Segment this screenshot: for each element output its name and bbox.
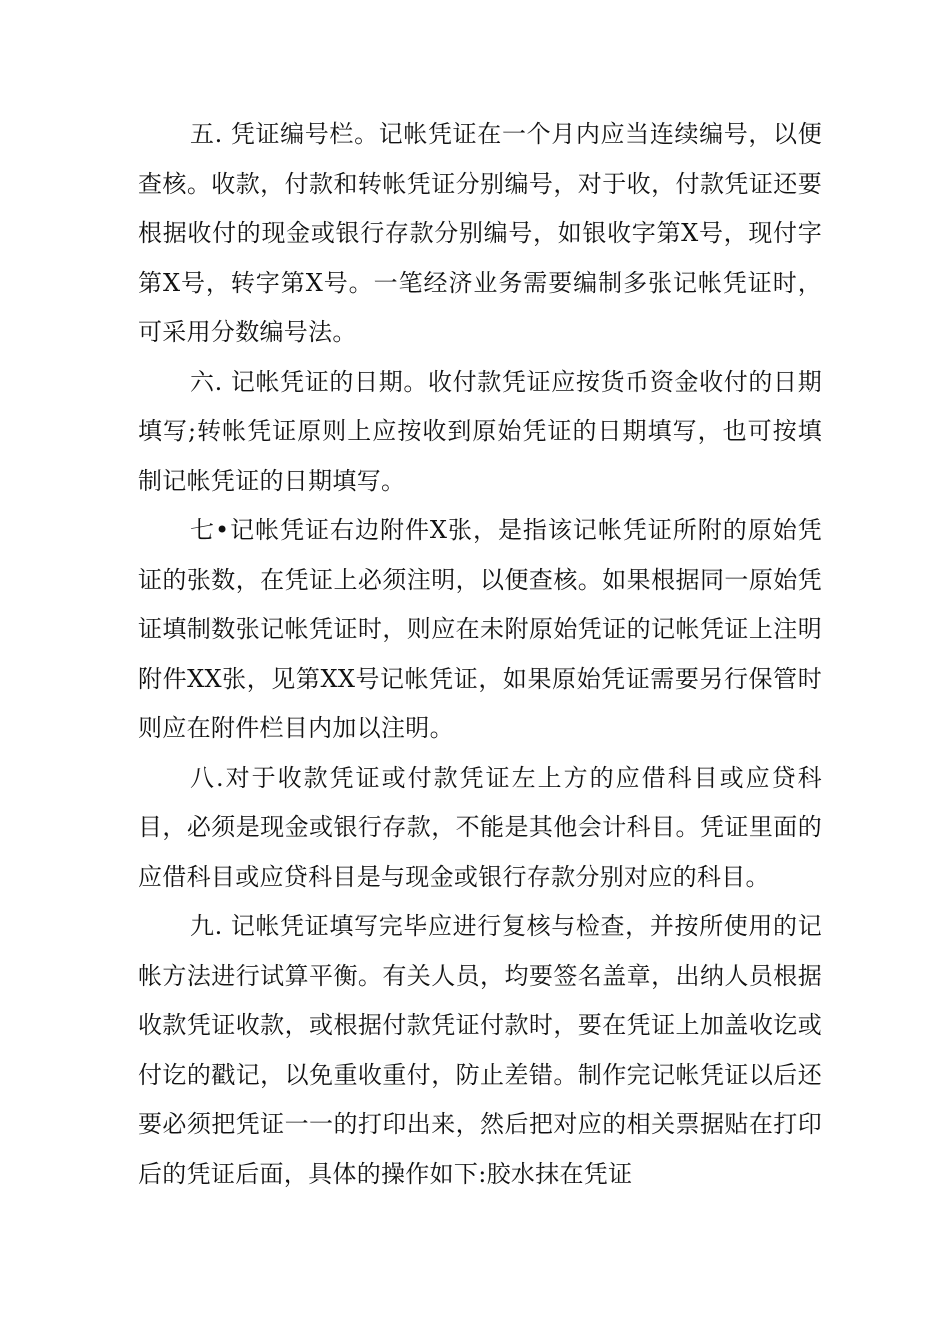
paragraph-review-and-printing: 九. 记帐凭证填写完毕应进行复核与检查，并按所使用的记帐方法进行试算平衡。有关人员，均要签名盖章，出纳人员根据收款凭证收款，或根据付款凭证付款时，要在凭证上加盖收讫或付讫的戳记，以免重收重付，防止差错。制作完记帐凭证以后还要必须把凭证一一的打印出来，然后把对应的相关票据贴在打印后的凭证后面，具体的操作如下:胶水抹在凭证	[138, 912, 822, 1188]
paragraph-voucher-number: 五. 凭证编号栏。记帐凭证在一个月内应当连续编号，以便查核。收款，付款和转帐凭证分别编号，对于收，付款凭证还要根据收付的现金或银行存款分别编号，如银收字第X号，现付字第X号，转字第X号。一笔经济业务需要编制多张记帐凭证时，可采用分数编号法。	[138, 120, 822, 346]
paragraph-attachments: 七•记帐凭证右边附件X张，是指该记帐凭证所附的原始凭证的张数，在凭证上必须注明，以便查核。如果根据同一原始凭证填制数张记帐凭证时，则应在未附原始凭证的记帐凭证上注明附件XX张，见第XX号记帐凭证，如果原始凭证需要另行保管时则应在附件栏目内加以注明。	[138, 516, 822, 742]
paragraph-debit-credit-accounts: 八.对于收款凭证或付款凭证左上方的应借科目或应贷科目，必须是现金或银行存款，不能是其他会计科目。凭证里面的应借科目或应贷科目是与现金或银行存款分别对应的科目。	[138, 763, 822, 891]
document-body	[138, 110, 822, 1199]
paragraph-voucher-date: 六. 记帐凭证的日期。收付款凭证应按货币资金收付的日期填写;转帐凭证原则上应按收到原始凭证的日期填写，也可按填制记帐凭证的日期填写。	[138, 367, 822, 495]
